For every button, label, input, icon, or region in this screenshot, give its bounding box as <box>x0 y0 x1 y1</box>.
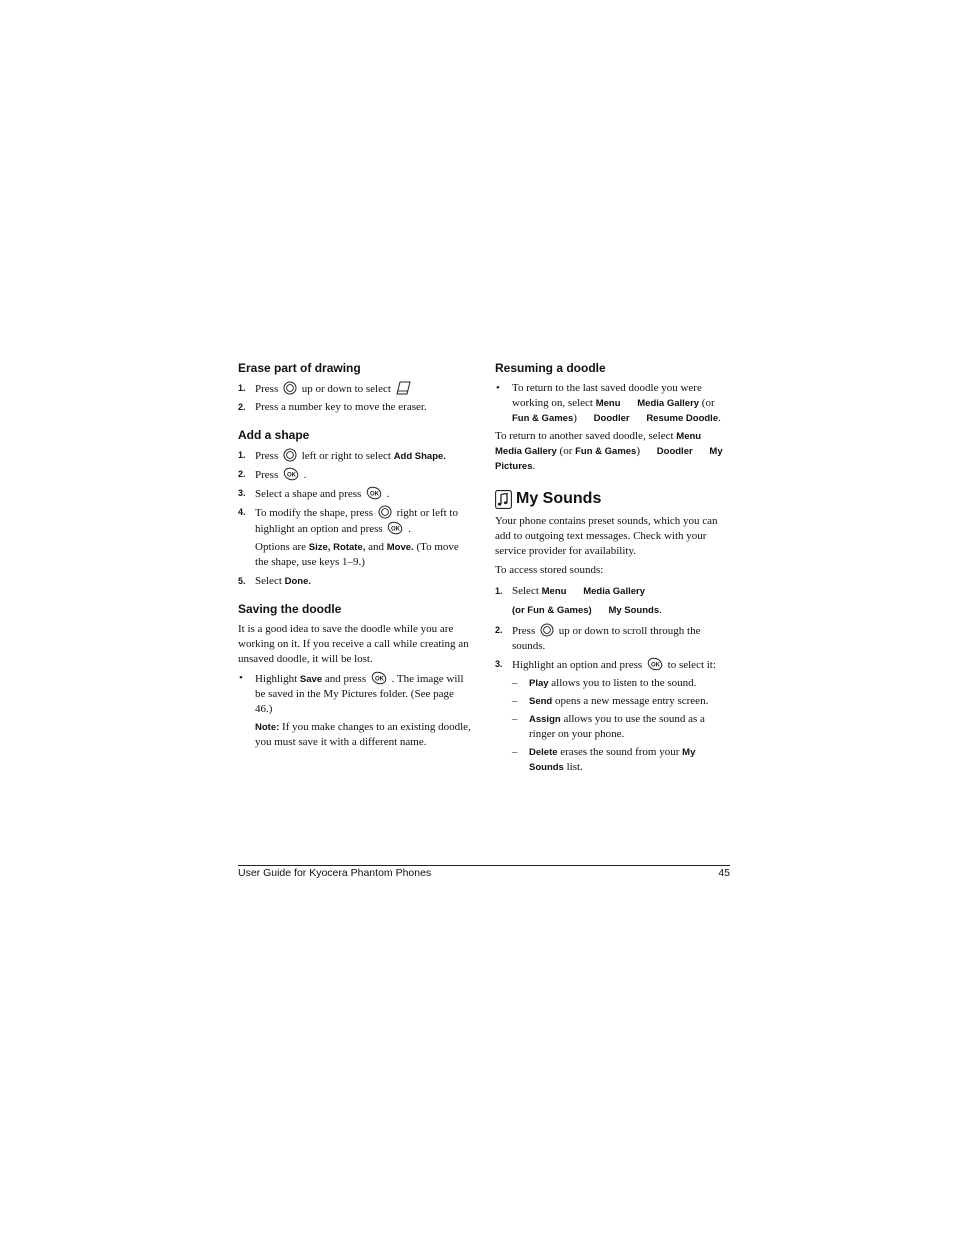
shape-step-2: 2. Press OK . <box>238 467 474 483</box>
resume-bullet: • To return to the last saved doodle you were working on, select Menu Media Gallery (or Fun & Games) Doodler Resume Doodle. <box>496 382 721 424</box>
navigation-key-icon <box>283 448 297 462</box>
shape-step-4: 4. To modify the shape, press right or left to highlight an option and press OK . <box>238 507 458 535</box>
option-play: – Play allows you to listen to the sound. <box>512 677 697 689</box>
resume-paragraph: To return to another saved doodle, select Menu Media Gallery (or Fun & Games) Doodler My Pictures. <box>495 430 723 472</box>
sounds-step-3: 3. Highlight an option and press OK to select it: <box>495 657 731 673</box>
heading-erase: Erase part of drawing <box>238 361 361 375</box>
saving-paragraph: It is a good idea to save the doodle while you are working on it. If you receive a call while creating an unsaved doodle, it will be lost. <box>238 623 469 665</box>
ok-key-icon <box>387 521 403 535</box>
saving-bullet: • Highlight Save and press OK . The image will be saved in the My Pictures folder. (See page 46.) <box>239 672 464 715</box>
sounds-access: To access stored sounds: <box>495 564 604 576</box>
heading-resume: Resuming a doodle <box>495 361 606 375</box>
ok-key-icon <box>283 467 299 481</box>
page-footer <box>238 865 730 879</box>
svg-text:OK: OK <box>374 676 384 683</box>
sounds-step-2: 2. Press up or down to scroll through the sounds. <box>495 625 701 652</box>
heading-add-shape: Add a shape <box>238 428 310 442</box>
erase-step-2: 2. Press a number key to move the eraser. <box>238 401 427 413</box>
erase-step-1: 1. Press up or down to select <box>238 381 474 397</box>
svg-text:OK: OK <box>391 526 401 533</box>
saving-note: Note: If you make changes to an existing doodle, you must save it with a different name. <box>255 721 471 748</box>
heading-my-sounds: My Sounds <box>495 488 731 510</box>
shape-step-3: 3. Select a shape and press OK . <box>238 486 474 502</box>
svg-text:OK: OK <box>370 491 380 498</box>
shape-step-1: 1. Press left or right to select Add Shape. <box>238 450 446 462</box>
shape-options-text: Options are Size, Rotate, and Move. (To move the shape, use keys 1–9.) <box>255 541 459 568</box>
option-delete: – Delete erases the sound from your My Sounds list. <box>512 746 696 773</box>
navigation-key-icon <box>283 381 297 395</box>
ok-key-icon <box>647 657 663 671</box>
page-number: 45 <box>718 867 730 879</box>
option-send: – Send opens a new message entry screen. <box>512 695 709 707</box>
shape-step-5: 5. Select Done. <box>238 575 312 587</box>
svg-text:OK: OK <box>286 472 296 479</box>
svg-text:OK: OK <box>650 662 660 669</box>
heading-saving: Saving the doodle <box>238 602 342 616</box>
option-assign: – Assign allows you to use the sound as a ringer on your phone. <box>512 713 705 740</box>
ok-key-icon <box>366 486 382 500</box>
eraser-icon <box>396 381 411 395</box>
ok-key-icon <box>371 671 387 685</box>
bullet-icon: • <box>496 382 500 394</box>
music-note-icon <box>495 490 512 509</box>
bullet-icon: • <box>239 672 243 684</box>
sounds-paragraph: Your phone contains preset sounds, which you can add to outgoing text messages. Check with your service provider for availability. <box>495 515 718 557</box>
footer-title: User Guide for Kyocera Phantom Phones <box>238 867 432 879</box>
navigation-key-icon <box>540 623 554 637</box>
navigation-key-icon <box>378 505 392 519</box>
left-column <box>238 360 474 754</box>
right-column <box>495 360 731 778</box>
sounds-step-1: 1. Select Menu Media Gallery (or Fun & Games) My Sounds. <box>495 585 662 616</box>
